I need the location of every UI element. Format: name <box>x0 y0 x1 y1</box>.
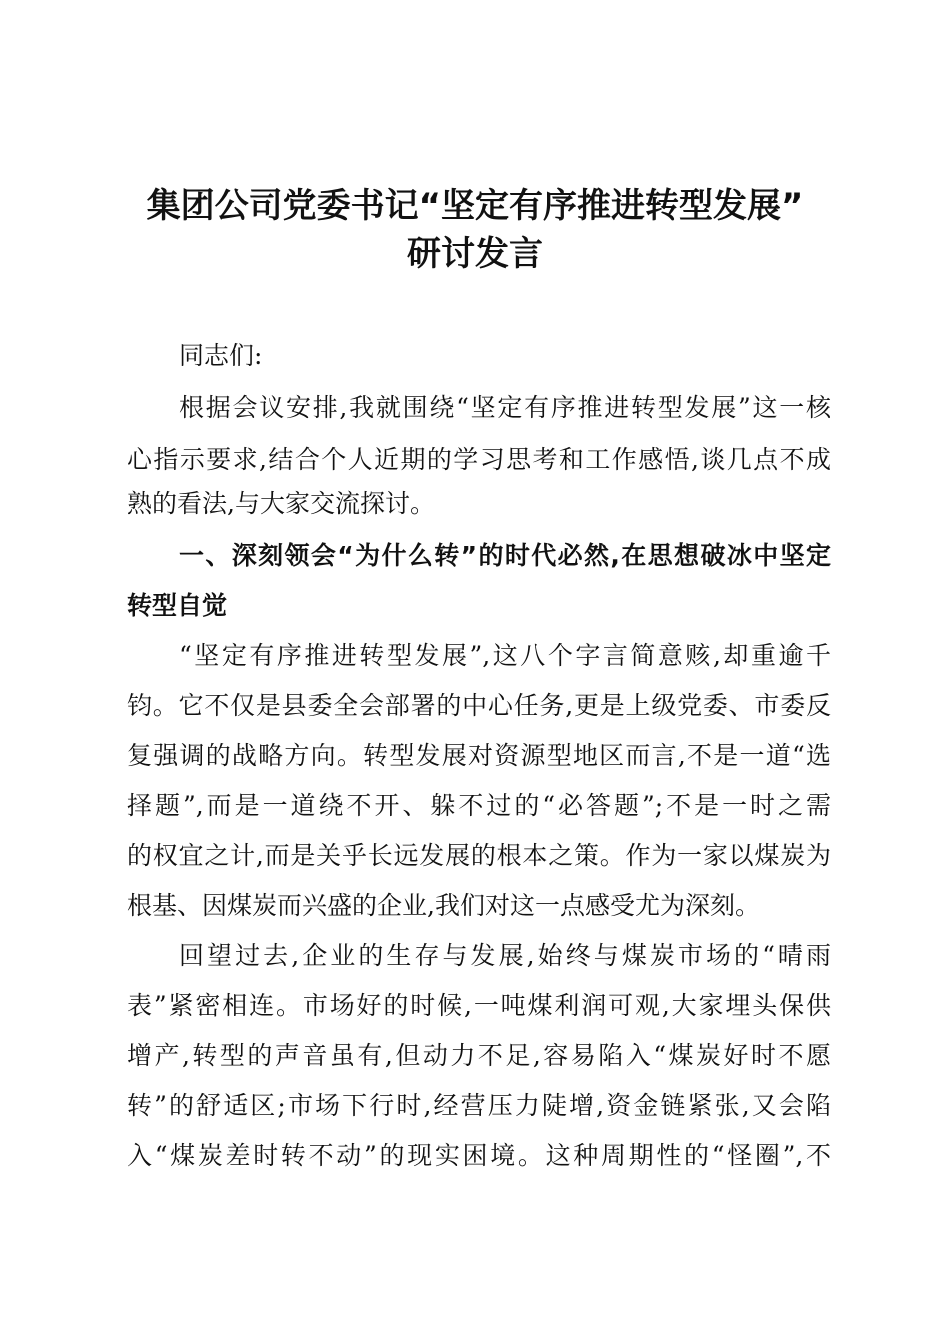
paragraph-line: 的权宜之计,而是关乎长远发展的根本之策。作为一家以煤炭为 <box>127 841 831 870</box>
salutation: 同志们: <box>179 341 263 370</box>
paragraph-line: 转”的舒适区;市场下行时,经营压力陡增,资金链紧张,又会陷 <box>127 1091 831 1120</box>
section-heading: 一、深刻领会“为什么转”的时代必然,在思想破冰中坚定 <box>179 541 831 570</box>
intro-line: 心指示要求,结合个人近期的学习思考和工作感悟,谈几点不成 <box>127 445 831 474</box>
paragraph-line: 择题”,而是一道绕不开、躲不过的“必答题”;不是一时之需 <box>127 791 831 820</box>
document-title-line-2: 研讨发言 <box>407 234 543 274</box>
paragraph-line: “坚定有序推进转型发展”,这八个字言简意赅,却重逾千 <box>179 641 831 670</box>
paragraph-line: 回望过去,企业的生存与发展,始终与煤炭市场的“晴雨 <box>179 941 831 970</box>
paragraph-line: 增产,转型的声音虽有,但动力不足,容易陷入“煤炭好时不愿 <box>127 1041 831 1070</box>
intro-line: 熟的看法,与大家交流探讨。 <box>127 489 435 518</box>
intro-line: 根据会议安排,我就围绕“坚定有序推进转型发展”这一核 <box>179 393 831 422</box>
paragraph-line: 钧。它不仅是县委全会部署的中心任务,更是上级党委、市委反 <box>127 691 831 720</box>
paragraph-line: 入“煤炭差时转不动”的现实困境。这种周期性的“怪圈”,不 <box>127 1141 831 1170</box>
paragraph-line: 复强调的战略方向。转型发展对资源型地区而言,不是一道“选 <box>127 741 831 770</box>
paragraph-line: 根基、因煤炭而兴盛的企业,我们对这一点感受尤为深刻。 <box>127 891 760 920</box>
paragraph-line: 表”紧密相连。市场好的时候,一吨煤利润可观,大家埋头保供 <box>127 991 831 1020</box>
section-heading: 转型自觉 <box>127 591 228 620</box>
document-title-line-1: 集团公司党委书记“坚定有序推进转型发展” <box>146 186 804 226</box>
